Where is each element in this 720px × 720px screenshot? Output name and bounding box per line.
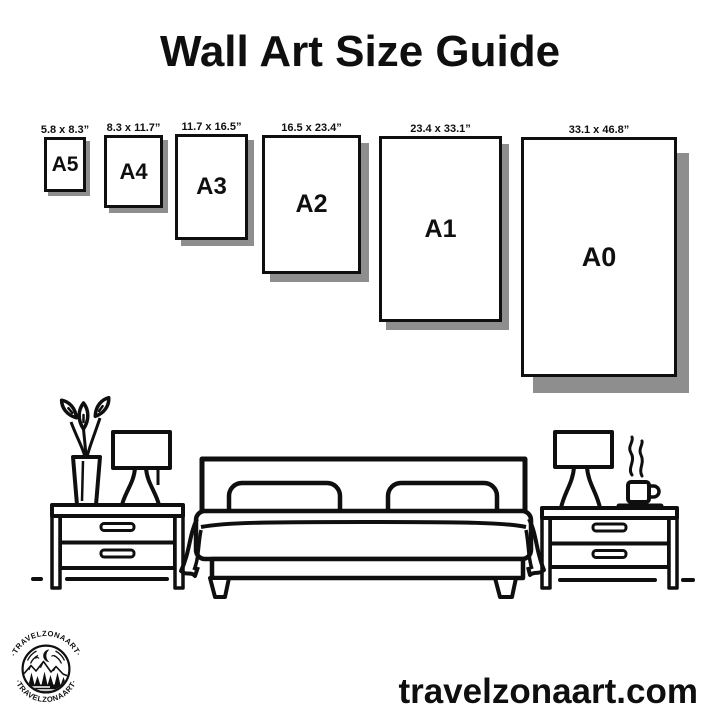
leaf-icon — [79, 403, 88, 429]
website-text: travelzonaart.com — [398, 672, 698, 711]
size-frame-a3 — [175, 121, 248, 240]
frame-dimension-label: 16.5 x 23.4” — [281, 122, 342, 134]
size-frame-a5 — [40, 124, 90, 192]
size-frame-a0 — [521, 124, 677, 377]
bed-leg — [210, 578, 229, 597]
table-lamp-icon — [555, 432, 612, 508]
frame-dimension-label: 11.7 x 16.5” — [181, 121, 242, 133]
steam-icon — [640, 441, 642, 476]
brand-text-top: ·TRAVELZONAART· — [8, 628, 84, 658]
leaf-icon — [92, 395, 112, 418]
frame-dimension-label: 23.4 x 33.1” — [410, 123, 471, 135]
table-lamp-icon — [113, 432, 170, 505]
nightstand-icon — [542, 508, 677, 588]
size-frame-a2 — [262, 122, 361, 274]
frame-code-label: A3 — [196, 173, 227, 200]
frame-dimension-label: 33.1 x 46.8” — [568, 124, 630, 136]
bed-icon — [181, 459, 544, 597]
bed-frame — [212, 559, 523, 578]
bedroom-scene-illustration — [25, 380, 705, 605]
frame-code-label: A1 — [424, 214, 457, 243]
frame-dimension-label: 8.3 x 11.7” — [106, 122, 161, 134]
frame-code-label: A5 — [51, 152, 79, 176]
coffee-cup-icon — [619, 437, 661, 506]
frame-code-label: A0 — [581, 241, 617, 272]
size-frame-a1 — [379, 123, 502, 322]
leaf-icon — [59, 398, 80, 421]
brand-text-bottom: ·TRAVELZONAART· — [13, 678, 79, 705]
size-frame-a4 — [104, 122, 163, 208]
flower-vase-icon — [59, 395, 112, 505]
brand-logo-badge — [3, 626, 89, 712]
frame-code-label: A2 — [295, 190, 328, 218]
frame-dimension-label: 5.8 x 8.3” — [40, 124, 90, 136]
steam-icon — [630, 437, 633, 475]
frame-code-label: A4 — [119, 158, 148, 184]
page-title: Wall Art Size Guide — [159, 27, 561, 76]
nightstand-icon — [52, 505, 183, 588]
bed-leg — [495, 578, 516, 597]
duvet-icon — [196, 511, 531, 559]
